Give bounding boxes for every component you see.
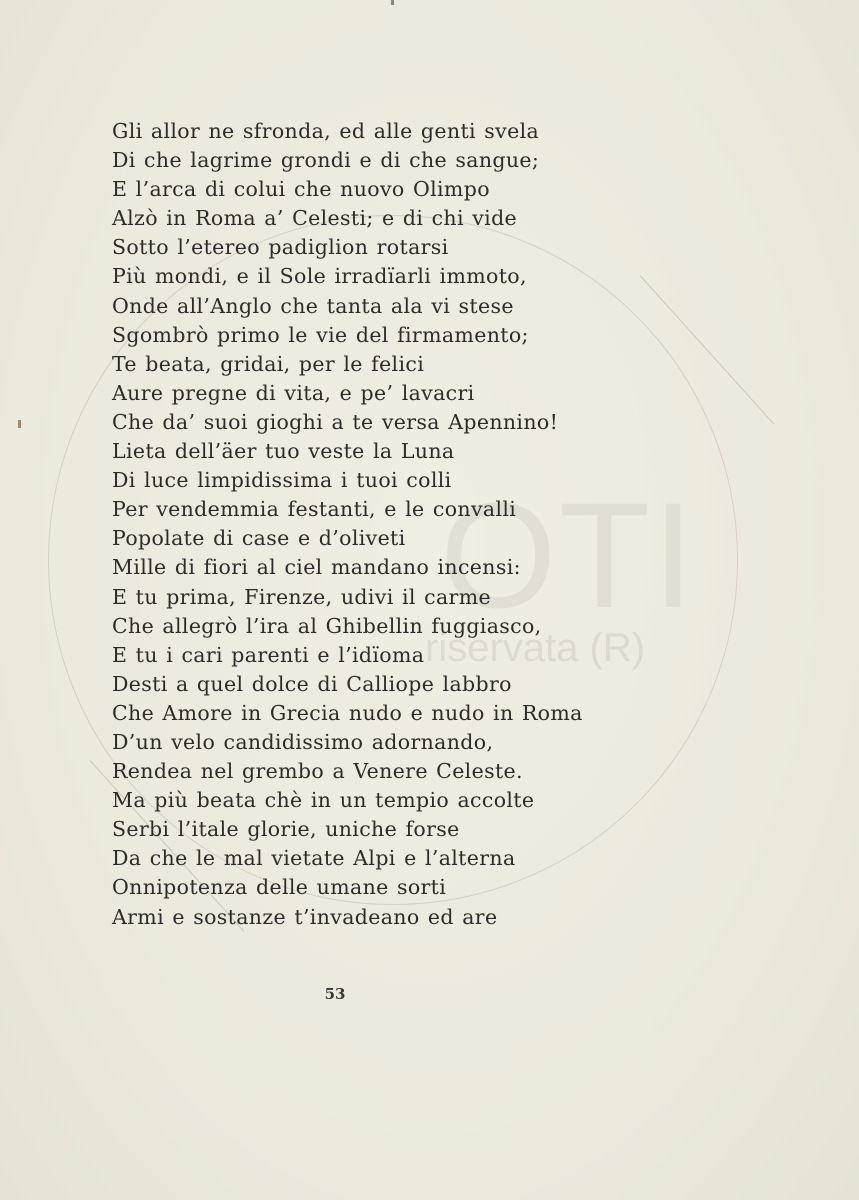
verse-line: Lieta dell’äer tuo veste la Luna xyxy=(112,439,455,464)
watermark-text: OTI xyxy=(440,471,696,639)
verse-line: Di luce limpidissima i tuoi colli xyxy=(112,468,452,493)
verse-line: Serbi l’itale glorie, uniche forse xyxy=(112,817,460,842)
verse-line: Sgombrò primo le vie del firmamento; xyxy=(112,322,529,347)
verse-line: Gli allor ne sfronda, ed alle genti svela xyxy=(112,119,540,143)
verse-line: Desti a quel dolce di Calliope labbro xyxy=(112,671,512,696)
verse-line: Onde all’Anglo che tanta ala vi stese xyxy=(112,293,514,318)
verse-line: Popolate di case e d’oliveti xyxy=(112,526,406,551)
verse-line: Che da’ suoi gioghi a te versa Apennino! xyxy=(112,409,559,434)
verse-line: Te beata, gridai, per le felici xyxy=(112,351,425,376)
verse-line: Armi e sostanze t’invadeano ed are xyxy=(112,904,498,929)
watermark-subtext: riservata (R) xyxy=(425,626,646,670)
poem-text xyxy=(112,117,583,932)
verse-line: Più mondi, e il Sole irradïarli immoto, xyxy=(112,264,527,289)
left-margin-mark xyxy=(18,420,21,428)
page-number: 53 xyxy=(324,985,346,1003)
verse-line: Sotto l’etereo padiglion rotarsi xyxy=(112,235,449,260)
verse-line: Ma più beata chè in un tempio accolte xyxy=(112,788,535,813)
verse-line: Mille di fiori al ciel mandano incensi: xyxy=(112,555,521,580)
verse-line: D’un velo candidissimo adornando, xyxy=(112,729,494,754)
verse-line: E tu prima, Firenze, udivi il carme xyxy=(112,584,491,609)
verse-line: Di che lagrime grondi e di che sangue; xyxy=(112,148,540,173)
verse-line: Da che le mal vietate Alpi e l’alterna xyxy=(112,846,516,871)
verse-line: Rendea nel grembo a Venere Celeste. xyxy=(112,759,523,784)
verse-line: Per vendemmia festanti, e le convalli xyxy=(112,497,517,522)
verse-line: Che Amore in Grecia nudo e nudo in Roma xyxy=(112,700,583,725)
verse-line: Che allegrò l’ira al Ghibellin fuggiasco, xyxy=(112,613,542,638)
top-margin-mark xyxy=(391,0,394,5)
verse-line: E l’arca di colui che nuovo Olimpo xyxy=(112,177,490,202)
verse-line: Alzò in Roma a’ Celesti; e di chi vide xyxy=(112,206,518,231)
verse-line: Aure pregne di vita, e pe’ lavacri xyxy=(112,380,475,405)
verse-line: Onnipotenza delle umane sorti xyxy=(112,875,447,900)
verse-line: E tu i cari parenti e l’idïoma xyxy=(112,642,425,667)
